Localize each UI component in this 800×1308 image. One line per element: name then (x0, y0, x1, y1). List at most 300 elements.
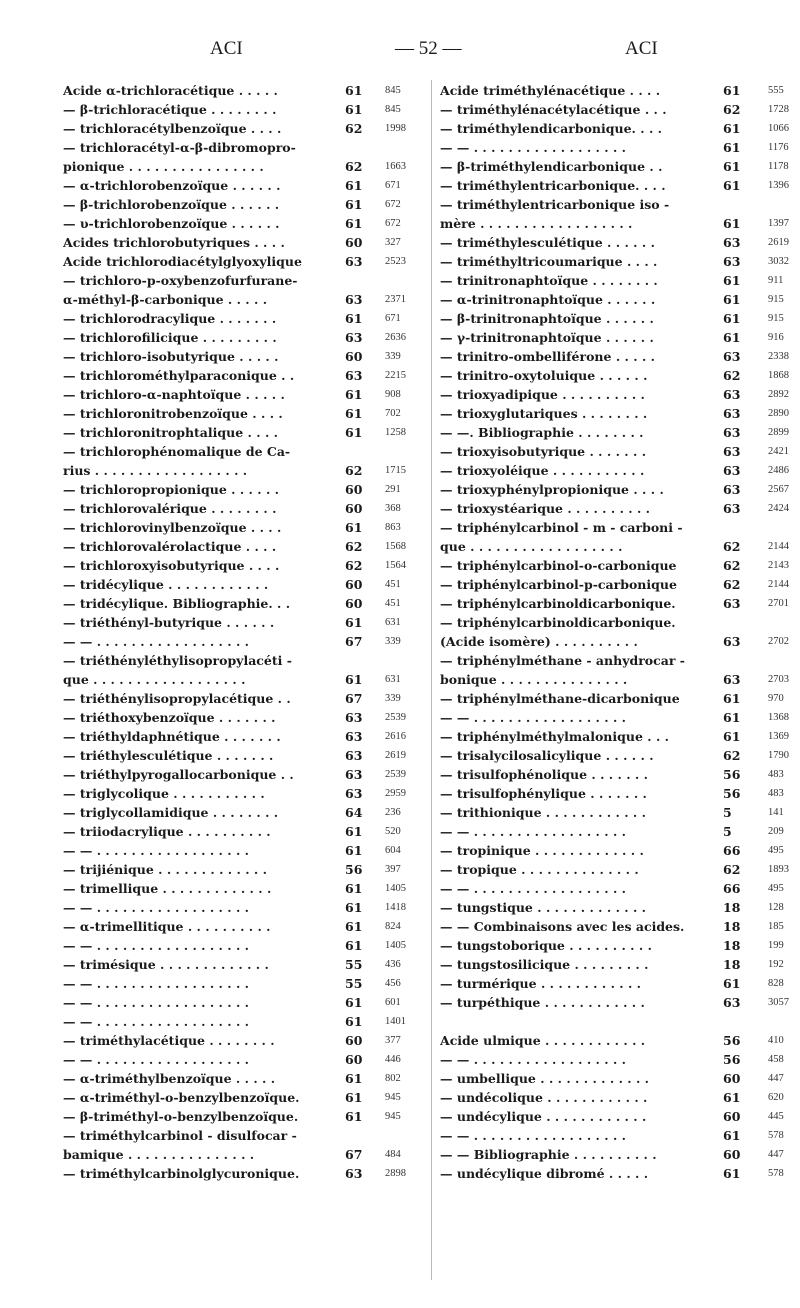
index-entry (440, 879, 800, 898)
entry-name: — — . . . . . . . . . . . . . . . . . . (63, 1052, 250, 1067)
entry-name: — trichloro-α-naphtoïque . . . . . (63, 387, 285, 402)
entry-number: 451 (385, 579, 401, 590)
entry-number: 1369 (768, 731, 789, 742)
entry-page: 63 (723, 634, 741, 649)
entry-name: — trichloronitrophtalique . . . . (63, 425, 278, 440)
entry-number: 671 (385, 313, 401, 324)
entry-page: 5 (723, 824, 732, 839)
entry-name: — α-trichlorobenzoïque . . . . . . (63, 178, 281, 193)
index-entry (63, 195, 423, 214)
entry-page: 63 (723, 444, 741, 459)
index-entry (63, 556, 423, 575)
index-entry (440, 404, 800, 423)
entry-page: 62 (345, 121, 363, 136)
entry-number: 2421 (768, 446, 789, 457)
entry-name: — triéthoxybenzoïque . . . . . . . (63, 710, 276, 725)
index-entry (63, 670, 423, 689)
index-entry (440, 537, 800, 556)
page-header (60, 28, 750, 68)
entry-page: 61 (345, 216, 363, 231)
entry-number: 3032 (768, 256, 789, 267)
entry-number: 970 (768, 693, 784, 704)
entry-name: — triméthylacétique . . . . . . . . (63, 1033, 275, 1048)
index-entry (63, 385, 423, 404)
entry-name: — — . . . . . . . . . . . . . . . . . . (440, 824, 627, 839)
entry-number: 945 (385, 1092, 401, 1103)
entry-name: (Acide isomère) . . . . . . . . . . (440, 634, 638, 649)
index-entry (440, 651, 800, 670)
entry-name: — — . . . . . . . . . . . . . . . . . . (440, 710, 627, 725)
entry-number: 1568 (385, 541, 406, 552)
entry-name: — triphénylcarbinoldicarbonique. (440, 615, 676, 630)
entry-name: — trichloracétylbenzoïque . . . . (63, 121, 282, 136)
entry-number: 141 (768, 807, 784, 818)
entry-number: 601 (385, 997, 401, 1008)
entry-page: 55 (345, 976, 363, 991)
index-entry (440, 632, 800, 651)
entry-name: — undécolique . . . . . . . . . . . . (440, 1090, 648, 1105)
index-entry (440, 1069, 800, 1088)
entry-page: 61 (723, 140, 741, 155)
entry-name: — trinitronaphtoïque . . . . . . . . (440, 273, 658, 288)
index-entry (440, 81, 800, 100)
entry-number: 2898 (385, 1168, 406, 1179)
index-entry (63, 157, 423, 176)
entry-name: que . . . . . . . . . . . . . . . . . . (440, 539, 623, 554)
index-entry (63, 936, 423, 955)
index-entry (440, 822, 800, 841)
entry-page: 61 (345, 919, 363, 934)
index-entry (63, 461, 423, 480)
index-entry (63, 328, 423, 347)
entry-name: — β-trichloracétique . . . . . . . . (63, 102, 277, 117)
entry-name: — trichlorovalérolactique . . . . (63, 539, 277, 554)
index-entry (440, 328, 800, 347)
index-entry (63, 1069, 423, 1088)
entry-name: — tridécylique. Bibliographie. . . (63, 596, 291, 611)
index-entry (440, 271, 800, 290)
index-entry (440, 385, 800, 404)
entry-name: — trijiénique . . . . . . . . . . . . . (63, 862, 267, 877)
entry-number: 1176 (768, 142, 789, 153)
index-entry (63, 879, 423, 898)
entry-name: — trioxystéarique . . . . . . . . . . (440, 501, 651, 516)
index-entry (63, 1107, 423, 1126)
entry-page: 63 (723, 349, 741, 364)
entry-number: 199 (768, 940, 784, 951)
index-entry (63, 651, 423, 670)
entry-name: — triphénylcarbinol-p-carbonique (440, 577, 677, 592)
entry-page: 63 (345, 1166, 363, 1181)
entry-page: 63 (723, 501, 741, 516)
entry-page: 5 (723, 805, 732, 820)
entry-name: Acides trichlorobutyriques . . . . (63, 235, 285, 250)
entry-number: 2539 (385, 769, 406, 780)
entry-number: 1790 (768, 750, 789, 761)
entry-page: 61 (345, 843, 363, 858)
entry-name: — triméthylcarbinol - disulfocar - (63, 1128, 297, 1143)
entry-page: 61 (345, 425, 363, 440)
index-entry (440, 917, 800, 936)
index-entry (440, 803, 800, 822)
index-entry (440, 499, 800, 518)
entry-name: — triéthyldaphnétique . . . . . . . (63, 729, 281, 744)
index-entry (63, 518, 423, 537)
entry-name: — triphénylcarbinol-o-carbonique (440, 558, 677, 573)
entry-number: 447 (768, 1149, 784, 1160)
index-entry (440, 290, 800, 309)
entry-number: 824 (385, 921, 401, 932)
entry-number: 185 (768, 921, 784, 932)
entry-number: 2371 (385, 294, 406, 305)
entry-page: 18 (723, 919, 741, 934)
index-entry (63, 1088, 423, 1107)
entry-name: — trioxyglutariques . . . . . . . . (440, 406, 648, 421)
entry-name: mère . . . . . . . . . . . . . . . . . . (440, 216, 633, 231)
entry-name: — α-trinitronaphtoïque . . . . . . (440, 292, 656, 307)
entry-name: — — . . . . . . . . . . . . . . . . . . (63, 976, 250, 991)
index-entry (63, 955, 423, 974)
entry-number: 2703 (768, 674, 789, 685)
entry-page: 62 (723, 577, 741, 592)
entry-page: 18 (723, 938, 741, 953)
index-entry (440, 993, 800, 1012)
index-entry (440, 841, 800, 860)
index-entry (440, 594, 800, 613)
entry-page: 60 (345, 596, 363, 611)
entry-page: 61 (345, 900, 363, 915)
entry-name: — triphénylméthane - anhydrocar - (440, 653, 685, 668)
index-entry (440, 100, 800, 119)
entry-number: 446 (385, 1054, 401, 1065)
index-entry (63, 480, 423, 499)
index-entry (440, 214, 800, 233)
entry-name: — trichlorométhylparaconique . . (63, 368, 295, 383)
index-entry (63, 1164, 423, 1183)
entry-page: 61 (345, 387, 363, 402)
entry-page: 61 (345, 615, 363, 630)
entry-number: 915 (768, 294, 784, 305)
index-column-left (63, 81, 423, 1183)
entry-name: — tropinique . . . . . . . . . . . . . (440, 843, 644, 858)
entry-page: 61 (345, 672, 363, 687)
index-entry (63, 423, 423, 442)
entry-page: 63 (345, 368, 363, 383)
entry-page: 61 (345, 520, 363, 535)
entry-page: 60 (723, 1109, 741, 1124)
entry-page: 56 (723, 1033, 741, 1048)
entry-number: 631 (385, 674, 401, 685)
index-entry (440, 1031, 800, 1050)
entry-name: — γ-trinitronaphtoïque . . . . . . (440, 330, 654, 345)
entry-page: 61 (723, 292, 741, 307)
index-entry (440, 898, 800, 917)
index-entry (440, 138, 800, 157)
entry-number: 291 (385, 484, 401, 495)
index-entry (440, 1107, 800, 1126)
entry-name: — triéthylpyrogallocarbonique . . (63, 767, 294, 782)
index-entry (63, 81, 423, 100)
index-entry (440, 119, 800, 138)
entry-name: — trichloracétyl-α-β-dibromopro- (63, 140, 296, 155)
entry-number: 1998 (385, 123, 406, 134)
index-entry (63, 993, 423, 1012)
index-entry (63, 803, 423, 822)
entry-page: 62 (345, 159, 363, 174)
entry-number: 1396 (768, 180, 789, 191)
entry-number: 483 (768, 769, 784, 780)
index-entry (63, 309, 423, 328)
index-entry (63, 100, 423, 119)
entry-page: 61 (345, 311, 363, 326)
entry-number: 2523 (385, 256, 406, 267)
entry-number: 945 (385, 1111, 401, 1122)
entry-name: — triiodacrylique . . . . . . . . . . (63, 824, 271, 839)
index-entry (63, 214, 423, 233)
entry-page: 60 (345, 235, 363, 250)
entry-page: 63 (345, 786, 363, 801)
index-entry (63, 1126, 423, 1145)
entry-name: — tungstique . . . . . . . . . . . . . (440, 900, 647, 915)
index-entry (63, 176, 423, 195)
entry-name: — trisalycilosalicylique . . . . . . (440, 748, 654, 763)
entry-page: 61 (345, 938, 363, 953)
entry-name: — trichloro-isobutyrique . . . . . (63, 349, 279, 364)
entry-name: — — . . . . . . . . . . . . . . . . . . (440, 1052, 627, 1067)
entry-name: — — . . . . . . . . . . . . . . . . . . (63, 938, 250, 953)
entry-number: 845 (385, 85, 401, 96)
entry-page: 61 (345, 83, 363, 98)
entry-page: 61 (723, 976, 741, 991)
entry-number: 2338 (768, 351, 789, 362)
entry-page: 62 (345, 558, 363, 573)
index-entry (63, 727, 423, 746)
entry-number: 672 (385, 218, 401, 229)
entry-page: 67 (345, 634, 363, 649)
entry-page: 63 (723, 387, 741, 402)
entry-name: — trichlorofilicique . . . . . . . . . (63, 330, 277, 345)
index-entry (440, 195, 800, 214)
entry-name: — undécylique dibromé . . . . . (440, 1166, 649, 1181)
entry-name: — β-triméthylendicarbonique . . (440, 159, 663, 174)
index-entry (63, 233, 423, 252)
index-entry (440, 860, 800, 879)
entry-page: 61 (345, 1090, 363, 1105)
index-entry (440, 784, 800, 803)
index-entry (440, 366, 800, 385)
index-entry (440, 347, 800, 366)
entry-page: 56 (723, 786, 741, 801)
entry-page: 18 (723, 900, 741, 915)
entry-number: 2890 (768, 408, 789, 419)
index-entry (440, 1145, 800, 1164)
entry-page: 61 (723, 273, 741, 288)
entry-number: 2486 (768, 465, 789, 476)
entry-number: 2701 (768, 598, 789, 609)
entry-name: Acide α-trichloracétique . . . . . (63, 83, 278, 98)
index-entry (63, 917, 423, 936)
entry-name: — trioxyoléique . . . . . . . . . . . (440, 463, 645, 478)
index-entry (63, 366, 423, 385)
entry-name: — — . . . . . . . . . . . . . . . . . . (440, 140, 627, 155)
entry-number: 339 (385, 351, 401, 362)
entry-number: 368 (385, 503, 401, 514)
entry-number: 2539 (385, 712, 406, 723)
entry-page: 60 (345, 482, 363, 497)
entry-name: Acide ulmique . . . . . . . . . . . . (440, 1033, 646, 1048)
entry-page: 61 (345, 178, 363, 193)
entry-name: Acide trichlorodiacétylglyoxylique (63, 254, 302, 269)
index-entry (440, 423, 800, 442)
entry-number: 845 (385, 104, 401, 115)
entry-name: — trioxyphénylpropionique . . . . (440, 482, 664, 497)
entry-name: — triméthylentricarbonique. . . . (440, 178, 666, 193)
entry-name: — tungstosilicique . . . . . . . . . (440, 957, 649, 972)
entry-page: 62 (723, 748, 741, 763)
entry-number: 2616 (385, 731, 406, 742)
index-entry (440, 1088, 800, 1107)
entry-page: 63 (723, 235, 741, 250)
entry-page: 63 (345, 710, 363, 725)
index-entry (63, 613, 423, 632)
index-entry (440, 176, 800, 195)
index-entry (63, 898, 423, 917)
entry-name: — trinitro-ombelliférone . . . . . (440, 349, 655, 364)
entry-page: 61 (723, 83, 741, 98)
entry-page: 63 (345, 330, 363, 345)
entry-number: 495 (768, 883, 784, 894)
entry-number: 2619 (385, 750, 406, 761)
entry-number: 327 (385, 237, 401, 248)
index-entry (63, 746, 423, 765)
entry-name: — triéthényl-butyrique . . . . . . (63, 615, 275, 630)
index-entry (440, 1050, 800, 1069)
entry-number: 2702 (768, 636, 789, 647)
entry-page: 60 (345, 1052, 363, 1067)
entry-name: — — . . . . . . . . . . . . . . . . . . (63, 995, 250, 1010)
header-right-title: ACI (625, 38, 658, 59)
entry-number: 916 (768, 332, 784, 343)
entry-name: — triméthylcarbinolglycuronique. (63, 1166, 300, 1181)
entry-number: 1405 (385, 883, 406, 894)
entry-number: 1663 (385, 161, 406, 172)
entry-name: — triphénylméthylmalonique . . . (440, 729, 670, 744)
entry-page: 61 (723, 1166, 741, 1181)
entry-name: bonique . . . . . . . . . . . . . . . (440, 672, 628, 687)
entry-name: α-méthyl-β-carbonique . . . . . (63, 292, 268, 307)
entry-number: 1066 (768, 123, 789, 134)
entry-name: — —. Bibliographie . . . . . . . . (440, 425, 644, 440)
entry-number: 604 (385, 845, 401, 856)
entry-number: 2619 (768, 237, 789, 248)
entry-name: — trichlorodracylique . . . . . . . (63, 311, 277, 326)
entry-number: 2215 (385, 370, 406, 381)
entry-name: — triméthylendicarbonique. . . . (440, 121, 662, 136)
index-entry (440, 746, 800, 765)
entry-page: 63 (345, 748, 363, 763)
entry-page: 60 (345, 577, 363, 592)
entry-number: 578 (768, 1168, 784, 1179)
index-entry (440, 708, 800, 727)
entry-page: 56 (723, 767, 741, 782)
entry-page: 60 (345, 501, 363, 516)
index-entry (63, 271, 423, 290)
entry-number: 456 (385, 978, 401, 989)
entry-page: 60 (345, 1033, 363, 1048)
entry-name: rius . . . . . . . . . . . . . . . . . . (63, 463, 248, 478)
entry-page: 67 (345, 1147, 363, 1162)
entry-page: 63 (723, 425, 741, 440)
entry-name: — turmérique . . . . . . . . . . . . (440, 976, 642, 991)
index-entry (63, 119, 423, 138)
entry-page: 63 (723, 254, 741, 269)
entry-number: 620 (768, 1092, 784, 1103)
entry-page: 66 (723, 843, 741, 858)
entry-number: 397 (385, 864, 401, 875)
entry-page: 63 (345, 767, 363, 782)
index-entry (440, 556, 800, 575)
entry-page: 66 (723, 881, 741, 896)
entry-page: 62 (345, 539, 363, 554)
index-entry (63, 575, 423, 594)
index-entry (440, 1012, 800, 1031)
entry-page: 63 (723, 482, 741, 497)
entry-page: 61 (723, 1128, 741, 1143)
index-entry (63, 689, 423, 708)
entry-name: — tropique . . . . . . . . . . . . . . (440, 862, 639, 877)
entry-name: — — Bibliographie . . . . . . . . . . (440, 1147, 657, 1162)
entry-name: — β-trichlorobenzoïque . . . . . . (63, 197, 280, 212)
entry-number: 1868 (768, 370, 789, 381)
entry-number: 1397 (768, 218, 789, 229)
entry-number: 1258 (385, 427, 406, 438)
entry-name: — β-trinitronaphtoïque . . . . . . (440, 311, 654, 326)
index-entry (63, 499, 423, 518)
entry-name: pionique . . . . . . . . . . . . . . . . (63, 159, 264, 174)
entry-page: 61 (345, 881, 363, 896)
entry-number: 2567 (768, 484, 789, 495)
entry-name: — trithionique . . . . . . . . . . . . (440, 805, 646, 820)
entry-number: 3057 (768, 997, 789, 1008)
entry-number: 451 (385, 598, 401, 609)
entry-number: 671 (385, 180, 401, 191)
entry-number: 631 (385, 617, 401, 628)
entry-name: — β-triméthyl-o-benzylbenzoïque. (63, 1109, 299, 1124)
entry-number: 702 (385, 408, 401, 419)
index-entry (440, 252, 800, 271)
index-entry (440, 480, 800, 499)
index-entry (440, 670, 800, 689)
index-column-right (440, 81, 800, 1183)
entry-page: 61 (345, 1014, 363, 1029)
entry-number: 2144 (768, 541, 789, 552)
entry-name: — triméthylesculétique . . . . . . (440, 235, 655, 250)
entry-name: Acide triméthylénacétique . . . . (440, 83, 661, 98)
index-entry (440, 233, 800, 252)
entry-name: — — . . . . . . . . . . . . . . . . . . (63, 634, 250, 649)
entry-page: 61 (345, 197, 363, 212)
index-entry (440, 727, 800, 746)
entry-page: 60 (345, 349, 363, 364)
entry-number: 911 (768, 275, 784, 286)
entry-number: 410 (768, 1035, 784, 1046)
entry-name: — υ-trichlorobenzoïque . . . . . . (63, 216, 280, 231)
entry-page: 61 (345, 406, 363, 421)
index-entry (440, 442, 800, 461)
index-entry (440, 613, 800, 632)
entry-page: 63 (723, 995, 741, 1010)
entry-name: — — . . . . . . . . . . . . . . . . . . (63, 843, 250, 858)
